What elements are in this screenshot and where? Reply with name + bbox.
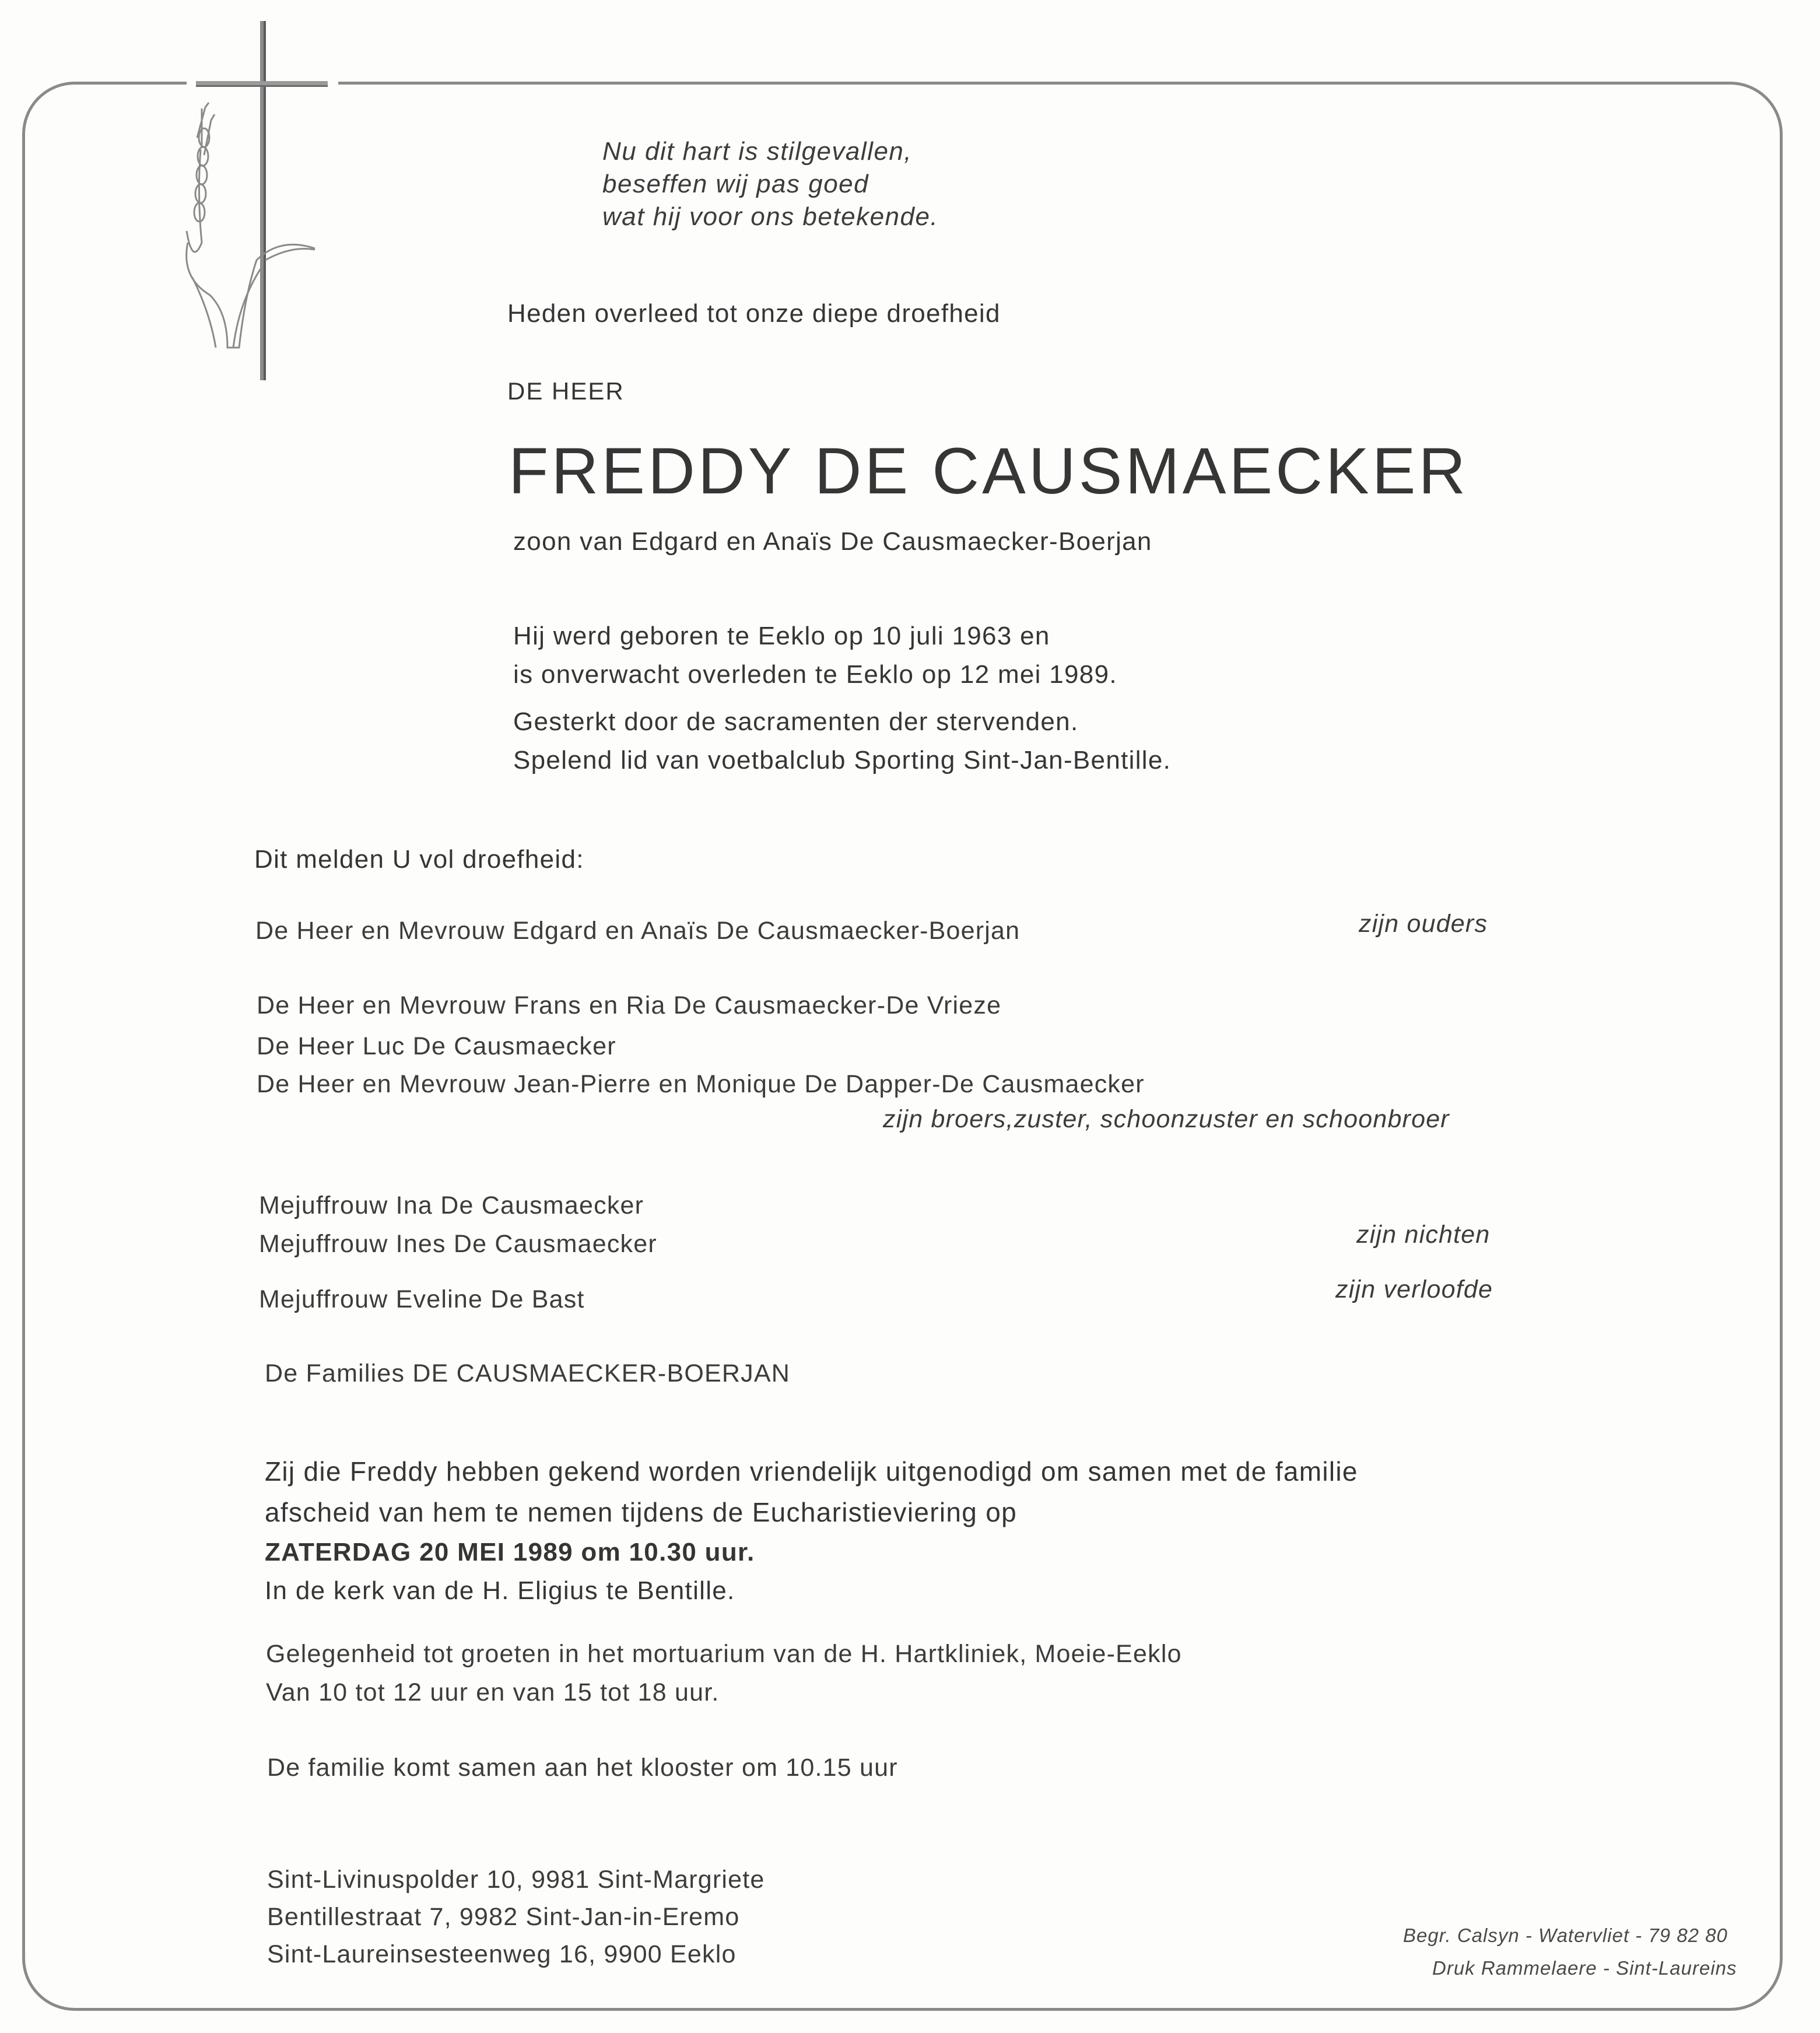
mourner-name: Mejuffrouw Ina De Causmaecker [259,1191,644,1219]
death-line: is onverwacht overleden te Eeklo op 12 mei 1989. [513,660,1117,689]
relation-label: zijn verloofde [1335,1275,1493,1303]
cross-wheat-emblem [146,21,338,388]
invitation-line: afscheid van hem te nemen tijdens de Eucharistieviering op [265,1497,1017,1527]
wheat-ear-icon [187,103,315,348]
parents-line: zoon van Edgard en Anaïs De Causmaecker-Boerjan [513,527,1152,556]
undertaker-credit: Begr. Calsyn - Watervliet - 79 82 80 [1403,1925,1728,1946]
deceased-name: FREDDY DE CAUSMAECKER [509,434,1469,507]
families-line: De Families DE CAUSMAECKER-BOERJAN [265,1359,790,1387]
mourner-name: De Heer en Mevrouw Jean-Pierre en Monique De Dapper-De Causmaecker [257,1070,1145,1098]
address-line: Sint-Laureinsesteenweg 16, 9900 Eeklo [267,1940,737,1968]
printer-credit: Druk Rammelaere - Sint-Laureins [1432,1957,1737,1979]
mourner-name: De Heer en Mevrouw Edgard en Anaïs De Causmaecker-Boerjan [255,917,1021,945]
relation-label: zijn ouders [1359,910,1488,938]
address-line: Bentillestraat 7, 9982 Sint-Jan-in-Eremo [267,1903,740,1931]
gathering-line: De familie komt samen aan het klooster om 10.15 uur [267,1754,898,1782]
cross-icon [196,21,328,380]
intro-text: Heden overleed tot onze diepe droefheid [507,299,1001,328]
birth-line: Hij werd geboren te Eeklo op 10 juli 1963 en [513,622,1050,650]
visitation-line: Van 10 tot 12 uur en van 15 tot 18 uur. [266,1678,720,1706]
mourner-name: De Heer Luc De Causmaecker [257,1032,616,1060]
relation-label: zijn nichten [1356,1221,1491,1249]
title-prefix: DE HEER [507,377,625,405]
club-note: Spelend lid van voetbalclub Sporting Sint-Jan-Bentille. [513,746,1172,774]
mourner-name: Mejuffrouw Eveline De Bast [259,1285,585,1313]
poem-line: Nu dit hart is stilgevallen, [602,137,913,166]
sacrament-note: Gesterkt door de sacramenten der stervenden. [513,707,1079,736]
visitation-line: Gelegenheid tot groeten in het mortuarium van de H. Hartkliniek, Moeie-Eeklo [266,1640,1182,1668]
service-location: In de kerk van de H. Eligius te Bentille. [265,1576,735,1605]
mourner-name: De Heer en Mevrouw Frans en Ria De Causmaecker-De Vrieze [257,991,1002,1019]
relation-label: zijn broers,zuster, schoonzuster en schoonbroer [883,1105,1450,1133]
poem-line: wat hij voor ons betekende. [602,202,939,231]
service-datetime: ZATERDAG 20 MEI 1989 om 10.30 uur. [265,1538,755,1566]
announce-text: Dit melden U vol droefheid: [254,845,584,874]
invitation-line: Zij die Freddy hebben gekend worden vriendelijk uitgenodigd om samen met de familie [265,1456,1358,1487]
mourner-name: Mejuffrouw Ines De Causmaecker [259,1230,657,1258]
poem-line: beseffen wij pas goed [602,170,869,198]
address-line: Sint-Livinuspolder 10, 9981 Sint-Margriete [267,1866,765,1894]
